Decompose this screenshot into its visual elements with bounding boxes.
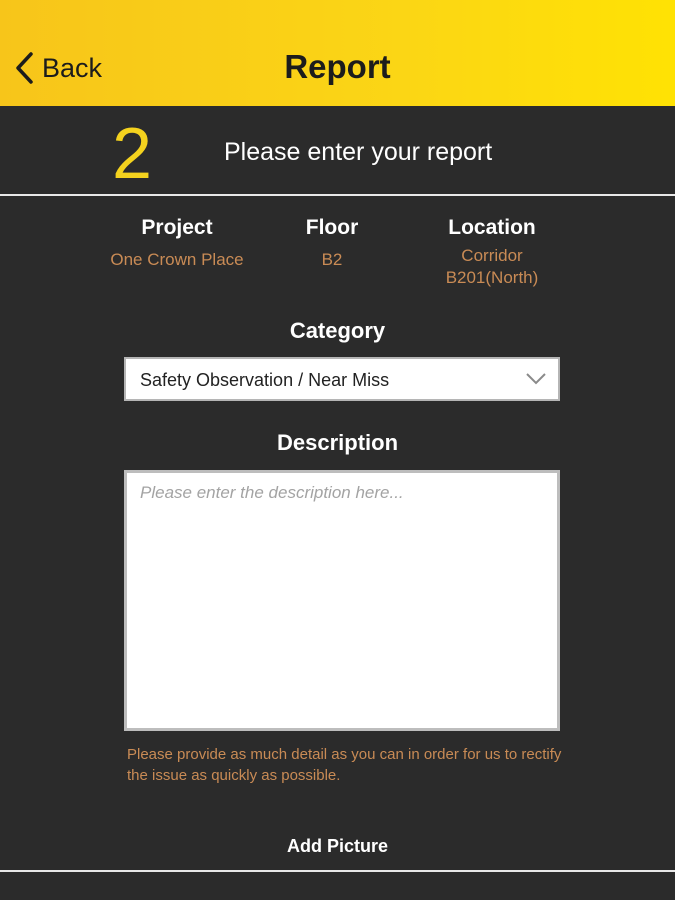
back-label: Back (42, 52, 103, 83)
project-label: Project (141, 216, 213, 239)
step-row (0, 106, 675, 196)
header-bar (0, 0, 675, 106)
description-label: Description (276, 430, 399, 455)
divider (0, 870, 675, 872)
project-value: One Crown Place (110, 250, 244, 269)
project-info (92, 213, 262, 271)
step-number: 2 (112, 114, 153, 194)
category-select[interactable] (124, 357, 560, 401)
location-value-line1: Corridor (461, 246, 523, 265)
category-selected-value: Safety Observation / Near Miss (140, 370, 390, 390)
floor-info (282, 213, 382, 271)
location-label: Location (448, 216, 536, 239)
description-field[interactable] (124, 470, 560, 731)
add-picture-button[interactable]: Add Picture (286, 836, 388, 856)
description-hint: Please provide as much detail as you can in order for us to rectify the issue as quickly as possible. (127, 746, 562, 784)
floor-value: B2 (321, 250, 343, 269)
floor-label: Floor (305, 216, 359, 239)
location-value-line2: B201(North) (445, 268, 539, 287)
page-title: Report (284, 48, 391, 85)
location-info (412, 213, 572, 289)
category-label: Category (289, 318, 386, 343)
chevron-down-icon (525, 372, 547, 386)
step-instruction: Please enter your report (224, 138, 493, 166)
